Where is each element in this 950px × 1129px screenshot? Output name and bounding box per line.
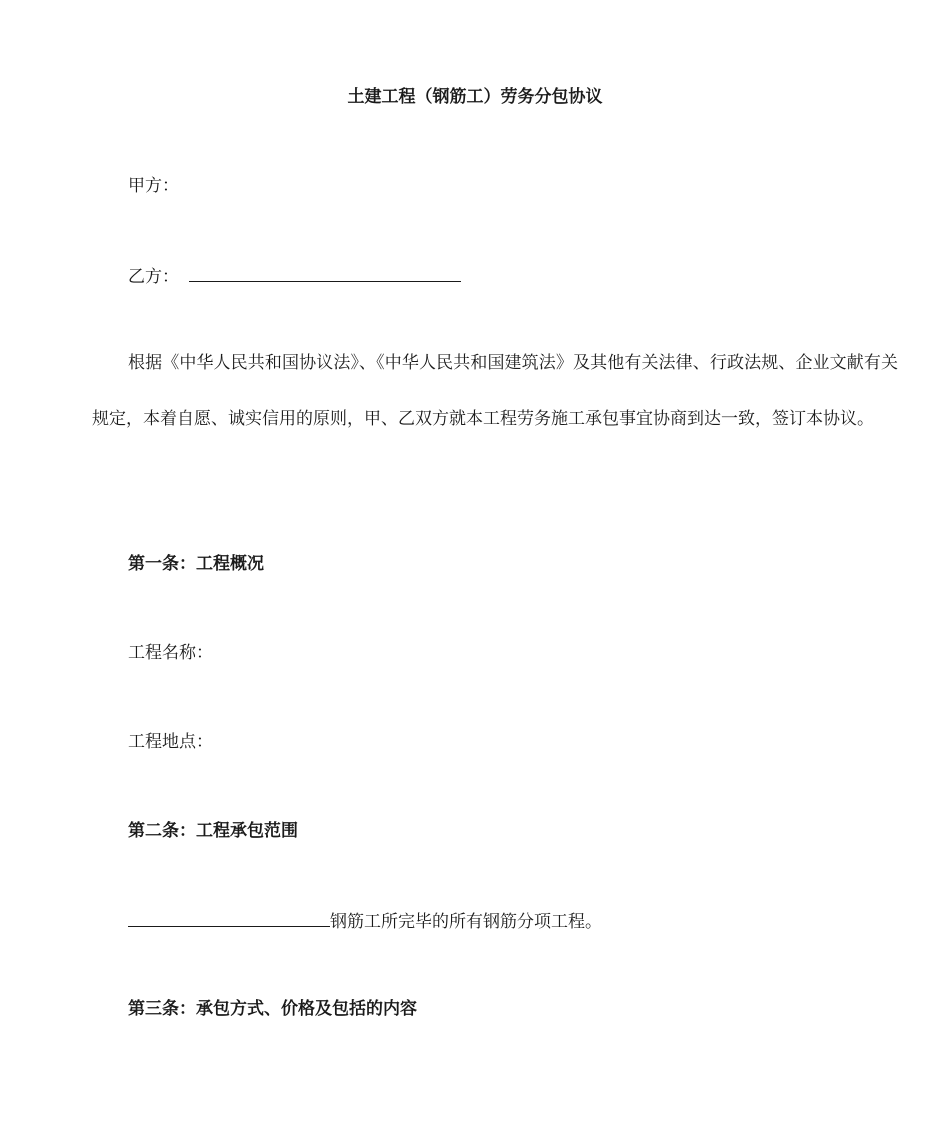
project-name-label: 工程名称： xyxy=(128,643,213,663)
party-a-label: 甲方： xyxy=(128,176,179,196)
article1-heading: 第一条：工程概况 xyxy=(128,554,264,574)
scope-row xyxy=(128,908,602,934)
document-title: 土建工程（钢筋工）劳务分包协议 xyxy=(347,87,603,107)
scope-blank-line xyxy=(128,908,330,927)
project-location-label: 工程地点： xyxy=(128,732,213,752)
article3-heading: 第三条：承包方式、价格及包括的内容 xyxy=(128,999,417,1019)
article2-heading: 第二条：工程承包范围 xyxy=(128,821,298,841)
scope-text: 钢筋工所完毕的所有钢筋分项工程。 xyxy=(330,912,602,932)
preamble-paragraph: 根据《中华人民共和国协议法》、《中华人民共和国建筑法》及其他有关法律、行政法规、企业文献有关规定，本着自愿、诚实信用的原则，甲、乙双方就本工程劳务施工承包事宜协商到达一致，签订本协议。 xyxy=(92,353,898,429)
party-b-blank-line xyxy=(189,263,461,282)
party-b-label: 乙方： xyxy=(128,267,179,287)
party-b-row xyxy=(128,263,461,289)
